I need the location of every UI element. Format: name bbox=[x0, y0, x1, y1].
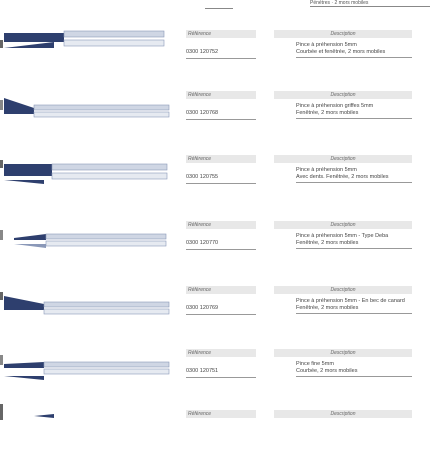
description-line-2: Courbée et fenêtrée, 2 mors mobiles bbox=[296, 49, 412, 58]
description-line-1: Pince fine 5mm bbox=[296, 361, 334, 367]
reference-label: Référence bbox=[186, 286, 256, 294]
header-rule bbox=[205, 8, 233, 9]
instrument-image-1 bbox=[4, 26, 174, 60]
description-line-1: Pince à préhension 5mm bbox=[296, 167, 357, 173]
description-text bbox=[296, 298, 412, 314]
instrument-image-5 bbox=[4, 292, 174, 326]
reference-label: Référence bbox=[186, 221, 256, 229]
description-label: Description bbox=[274, 91, 412, 99]
reference-code: 0300 120755 bbox=[186, 174, 219, 180]
reference-code: 0300 120752 bbox=[186, 49, 219, 55]
instrument-image-4 bbox=[4, 226, 174, 260]
page-header bbox=[200, 0, 436, 8]
description-text bbox=[296, 103, 412, 119]
description-line-2: Fenêtrée, 2 mors mobiles bbox=[296, 110, 412, 119]
product-row bbox=[176, 221, 436, 287]
row-rule bbox=[186, 249, 256, 250]
description-line-1: Pince à préhension 5mm bbox=[296, 42, 357, 48]
description-line-2: Fenêtrée, 2 mors mobiles bbox=[296, 240, 412, 249]
description-line-2: Fenêtrée, 2 mors mobiles bbox=[296, 305, 412, 314]
product-row bbox=[176, 349, 436, 415]
reference-label: Référence bbox=[186, 91, 256, 99]
reference-label: Référence bbox=[186, 30, 256, 38]
row-rule bbox=[186, 314, 256, 315]
product-row bbox=[176, 286, 436, 352]
instrument-image-6 bbox=[4, 354, 174, 388]
product-row bbox=[176, 155, 436, 221]
reference-code: 0300 120768 bbox=[186, 110, 219, 116]
product-row bbox=[176, 30, 436, 96]
description-line-2: Courbée, 2 mors mobiles bbox=[296, 368, 412, 377]
description-text bbox=[296, 167, 412, 183]
description-label: Description bbox=[274, 286, 412, 294]
description-line-2: Avec dents. Fenêtrée, 2 mors mobiles bbox=[296, 174, 412, 183]
row-rule bbox=[186, 58, 256, 59]
row-rule bbox=[186, 119, 256, 120]
description-label: Description bbox=[274, 349, 412, 357]
product-row bbox=[176, 91, 436, 157]
description-label: Description bbox=[274, 410, 412, 418]
reference-label: Référence bbox=[186, 410, 256, 418]
description-label: Description bbox=[274, 221, 412, 229]
description-text bbox=[296, 42, 412, 58]
description-line-1: Pince à préhension 5mm - En bec de canard bbox=[296, 298, 405, 304]
reference-label: Référence bbox=[186, 155, 256, 163]
description-label: Description bbox=[274, 155, 412, 163]
reference-label: Référence bbox=[186, 349, 256, 357]
instrument-image-2 bbox=[4, 94, 174, 128]
reference-code: 0300 120769 bbox=[186, 305, 219, 311]
description-label: Description bbox=[274, 30, 412, 38]
instrument-image-3 bbox=[4, 158, 174, 192]
instrument-image-7 bbox=[4, 410, 174, 444]
row-rule bbox=[186, 377, 256, 378]
header-title: Pénétres · 2 mors mobiles bbox=[310, 0, 430, 7]
description-line-1: Pince à préhension 5mm - Type Deba bbox=[296, 233, 389, 239]
product-row bbox=[176, 410, 436, 476]
reference-code: 0300 120770 bbox=[186, 240, 219, 246]
description-text bbox=[296, 233, 412, 249]
description-line-1: Pince à préhension griffes 5mm bbox=[296, 103, 374, 109]
description-text bbox=[296, 361, 412, 377]
reference-code: 0300 120751 bbox=[186, 368, 219, 374]
row-rule bbox=[186, 183, 256, 184]
